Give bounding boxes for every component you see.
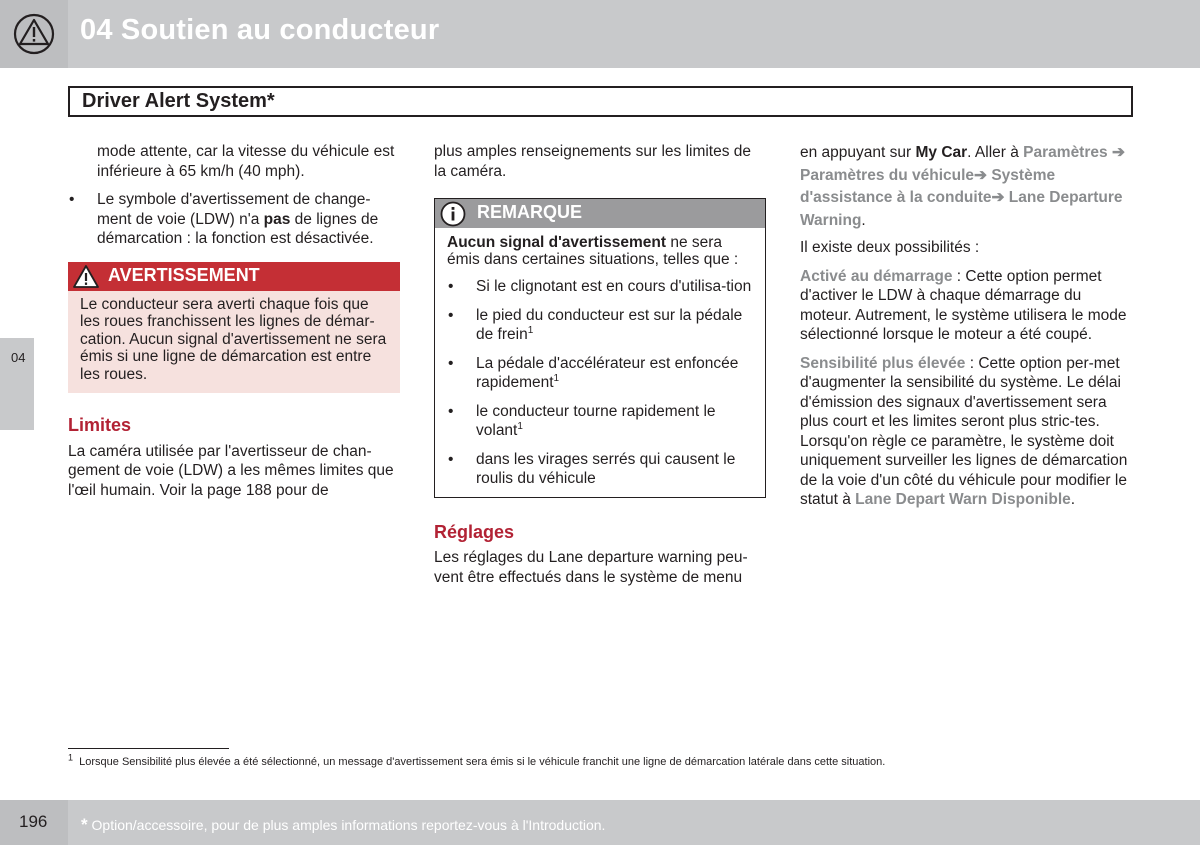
list-item (447, 306, 753, 345)
warning-box (68, 262, 400, 394)
note-header (435, 199, 765, 228)
column-1 (68, 142, 400, 509)
paragraph-active-demarrage (800, 267, 1132, 345)
warning-triangle-icon (72, 264, 100, 290)
side-tab-label: 04 (11, 350, 26, 365)
paragraph-reglages: Les réglages du Lane departure warning peu-vent être effectués dans le système de menu (434, 549, 748, 586)
my-car-label: My Car (915, 144, 968, 161)
section-title-box (68, 86, 1133, 117)
asterisk: * (81, 815, 88, 834)
bullet-icon: • (448, 278, 454, 295)
menu-item-systeme-assistance: Système d'assistance à la conduite (800, 166, 1056, 206)
list-item (447, 450, 753, 489)
note-intro (447, 234, 753, 268)
note-item-text: le pied du conducteur est sur la pédale de frein (476, 306, 743, 343)
note-item-text: Si le clignotant est en cours d'utilisa-tion (476, 278, 752, 295)
page-number: 196 (19, 812, 48, 831)
paragraph-continuation: plus amples renseignements sur les limites de la caméra. (434, 143, 752, 180)
bullet-text-after: de lignes de démarcation : la fonction est désactivée. (97, 210, 379, 247)
bullet-icon: • (448, 450, 454, 468)
paragraph-sensibilite (800, 354, 1132, 510)
note-item-text: La pédale d'accélérateur est enfoncée rapidement (476, 354, 739, 391)
note-title: REMARQUE (477, 202, 583, 222)
arrow-right-icon: ➔ (991, 189, 1005, 206)
list-item (447, 354, 753, 393)
footnote-ref: 1 (553, 372, 560, 384)
arrow-right-icon: ➔ (1111, 144, 1125, 161)
text: en appuyant sur (800, 144, 916, 161)
footnote-number: 1 (68, 752, 74, 763)
bullet-icon: • (448, 354, 454, 372)
paragraph-limites: La caméra utilisée par l'avertisseur de chan-gement de voie (LDW) a les mêmes limites que l'œil humain. Voir la page 188 pour de (68, 442, 394, 499)
section-title: Driver Alert System* (82, 90, 275, 112)
footnote-divider (68, 748, 229, 749)
footnote-text: Lorsque Sensibilité plus élevée a été sélectionné, un message d'avertissement sera émis si le véhicule franchit une ligne de démarcation latérale dans cette situation. (79, 756, 886, 768)
menu-item-parametres-vehicule: Paramètres du véhicule (800, 166, 975, 184)
warning-triangle-icon (0, 0, 68, 68)
arrow-right-icon: ➔ (974, 166, 988, 184)
heading-reglages: Réglages (434, 521, 515, 542)
warning-header (68, 262, 400, 291)
note-intro-bold: Aucun signal d'avertissement (447, 234, 667, 251)
note-item-text: le conducteur tourne rapidement le volant (476, 402, 716, 439)
bullet-icon: • (448, 306, 454, 324)
menu-item-parametres: Paramètres (1023, 144, 1108, 161)
heading-limites: Limites (68, 415, 132, 435)
note-item-text: dans les virages serrés qui causent le roulis du véhicule (476, 450, 736, 487)
paragraph-menu-path (800, 142, 1132, 232)
warning-text: Le conducteur sera averti chaque fois que les roues franchissent les lignes de démar-cation. Aucun signal d'avertissement ne sera émis si une ligne de démarcation est entre les roues. (80, 295, 387, 383)
option-active-demarrage: Activé au démarrage (800, 267, 953, 285)
option-sensibilite-elevee: Sensibilité plus élevée (800, 354, 966, 372)
column-2 (434, 142, 766, 596)
menu-item-lane-departure-warning: Lane Departure Warning (800, 189, 1123, 229)
bullet-text-before: Le symbole d'avertissement de change-ment de voie (LDW) n'a (97, 191, 371, 228)
note-body (435, 228, 765, 497)
chapter-side-tab (0, 338, 34, 430)
chapter-title: 04 Soutien au conducteur (80, 14, 440, 46)
info-icon (439, 201, 467, 227)
paragraph-continuation: mode attente, car la vitesse du véhicule est inférieure à 65 km/h (40 mph). (97, 143, 395, 180)
note-box (434, 198, 766, 498)
column-3 (800, 142, 1132, 519)
footnote-ref: 1 (527, 324, 534, 336)
bullet-text-bold: pas (263, 210, 291, 228)
list-item (68, 190, 400, 249)
text: . (861, 211, 866, 229)
warning-title: AVERTISSEMENT (108, 264, 260, 285)
bullet-icon: • (69, 191, 75, 208)
footnote-ref: 1 (517, 420, 523, 432)
footnote (68, 752, 886, 768)
list-item (447, 402, 753, 441)
list-item (447, 277, 753, 297)
text: : Cette option per-met d'augmenter la sensibilité du système. Le délai d'émission des signaux d'avertissement sera plus court et les limites seront plus stric-tes. Lorsqu'on règle ce paramètre, le système doit uniquement surveiller les lignes de démarcation de la voie d'un côté du véhicule pour modifier le statut à (800, 354, 1128, 508)
text: : Cette option permet d'activer le LDW à chaque démarrage du moteur. Autrement, le système utilisera le mode sélectionné lorsque le moteur a été coupé. (800, 267, 1127, 343)
note-intro-rest: ne sera émis dans certaines situations, telles que : (447, 234, 739, 268)
chapter-icon-box (0, 0, 68, 68)
footer-text: Option/accessoire, pour de plus amples informations reportez-vous à l'Introduction. (87, 817, 606, 833)
status-lane-depart-warn: Lane Depart Warn Disponible (855, 491, 1071, 508)
text: . (1070, 491, 1076, 508)
bullet-icon: • (448, 402, 454, 420)
paragraph-possibilities: Il existe deux possibilités : (800, 239, 980, 256)
text: . Aller à (967, 144, 1024, 161)
footer-note (81, 815, 605, 835)
